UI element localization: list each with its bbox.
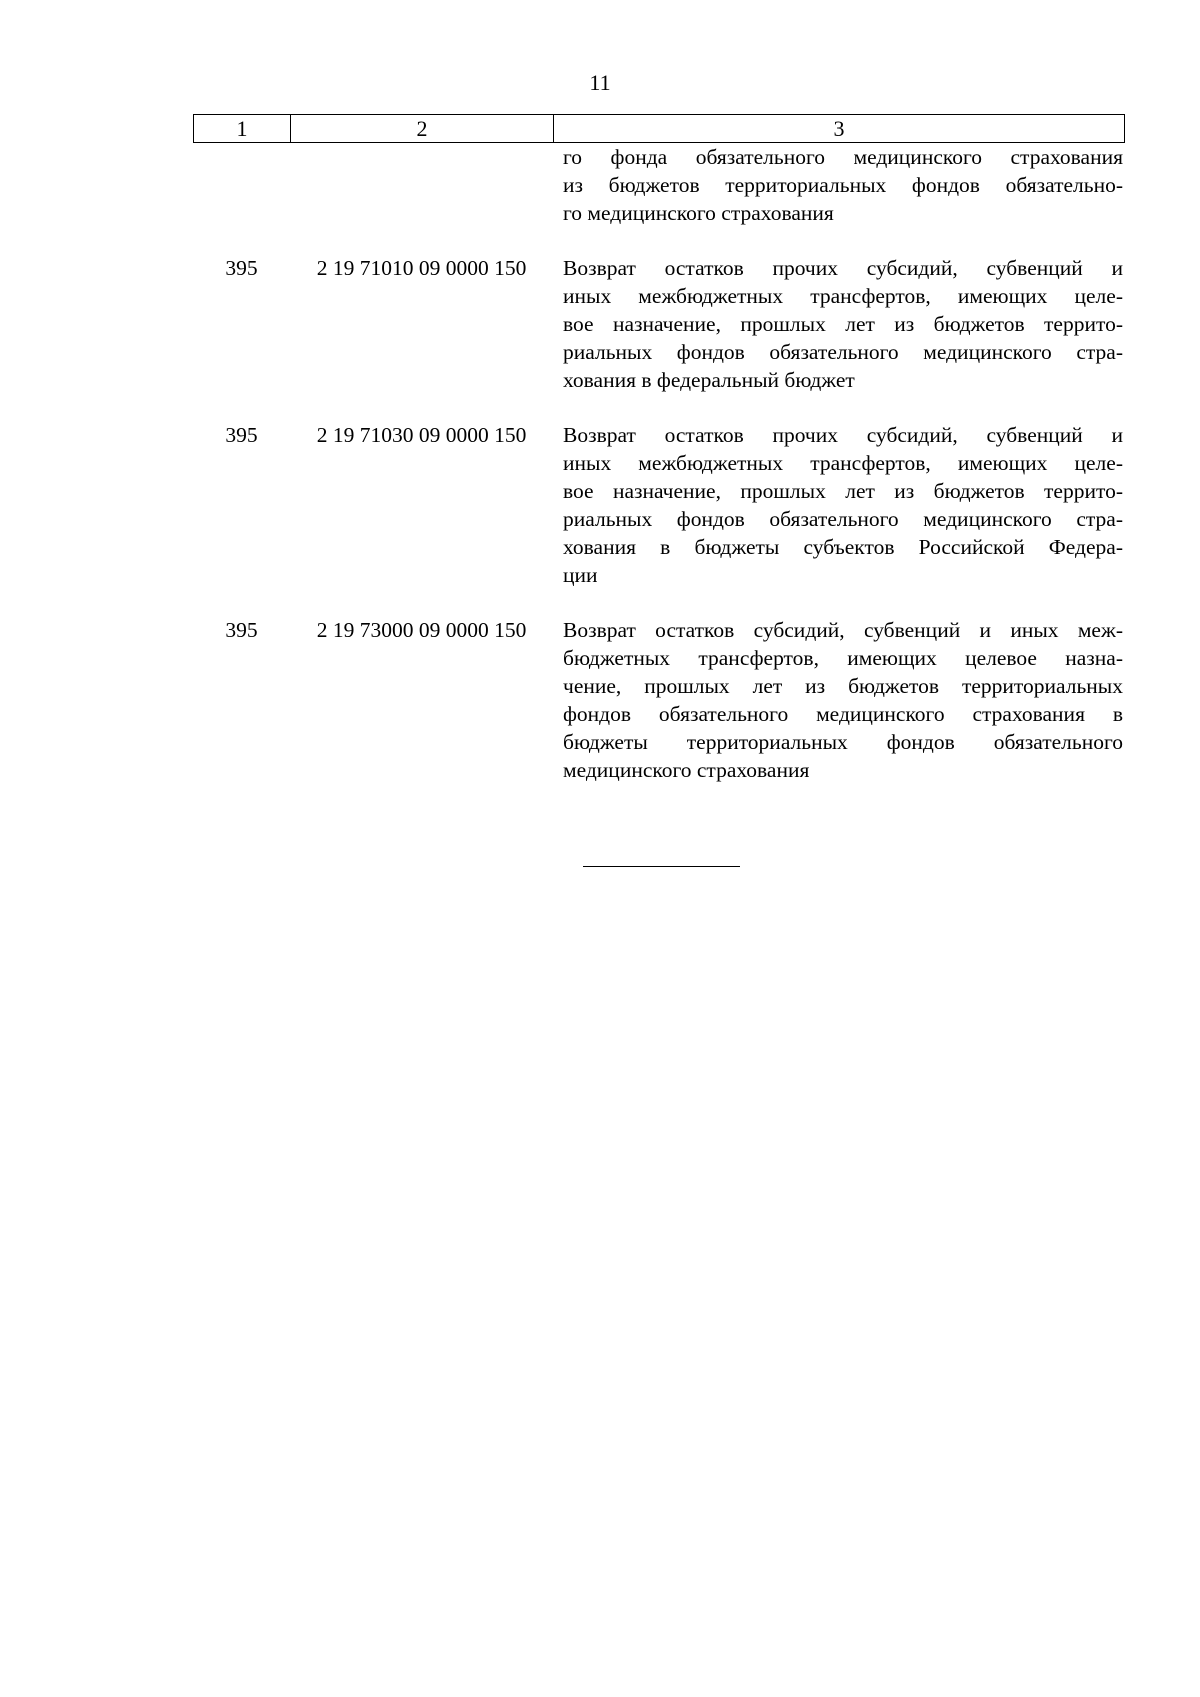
description-line: Возврат остатков прочих субсидий, субвенций и [563,256,1123,280]
description-cell [553,143,1125,227]
description-line: бюджеты территориальных фондов обязательного [563,730,1123,754]
description-line: хования в бюджеты субъектов Российской Федера- [563,535,1123,559]
table-row [193,421,1125,589]
admin-code-cell: 395 [225,256,258,280]
description-line: го медицинского страхования [563,201,834,225]
description-line: го фонда обязательного медицинского страхования [563,145,1123,169]
description-line: вое назначение, прошлых лет из бюджетов террито- [563,479,1123,503]
description-line: ции [563,563,598,587]
kbk-code-cell: 2 19 73000 09 0000 150 [316,618,527,642]
table-row [193,254,1125,394]
description-line: риальных фондов обязательного медицинского стра- [563,507,1123,531]
end-separator-line [583,866,740,867]
description-cell [553,421,1125,589]
admin-code-cell: 395 [225,423,258,447]
description-cell [553,616,1125,784]
header-col-1: 1 [194,115,291,142]
description-line: вое назначение, прошлых лет из бюджетов террито- [563,312,1123,336]
kbk-code-cell: 2 19 71030 09 0000 150 [316,423,527,447]
admin-code-cell: 395 [225,618,258,642]
kbk-code-cell: 2 19 71010 09 0000 150 [316,256,527,280]
description-line: риальных фондов обязательного медицинского стра- [563,340,1123,364]
table-row [193,143,1125,227]
description-line: чение, прошлых лет из бюджетов территориальных [563,674,1123,698]
description-line: фондов обязательного медицинского страхования в [563,702,1123,726]
header-col-3: 3 [833,115,845,141]
description-line: хования в федеральный бюджет [563,368,855,392]
admin-code-cell [193,143,290,227]
table-body [193,143,1125,784]
budget-codes-table [193,114,1125,784]
kbk-code-cell [290,143,553,227]
table-row [193,616,1125,784]
table-header-row [193,114,1125,143]
description-line: бюджетных трансфертов, имеющих целевое назна- [563,646,1123,670]
description-line: Возврат остатков прочих субсидий, субвенций и [563,423,1123,447]
page-number: 11 [589,70,611,95]
description-line: иных межбюджетных трансфертов, имеющих целе- [563,284,1123,308]
description-line: из бюджетов территориальных фондов обязательно- [563,173,1123,197]
description-line: Возврат остатков субсидий, субвенций и иных меж- [563,618,1123,642]
description-line: медицинского страхования [563,758,810,782]
description-cell [553,254,1125,394]
description-line: иных межбюджетных трансфертов, имеющих целе- [563,451,1123,475]
header-col-2: 2 [291,115,554,142]
